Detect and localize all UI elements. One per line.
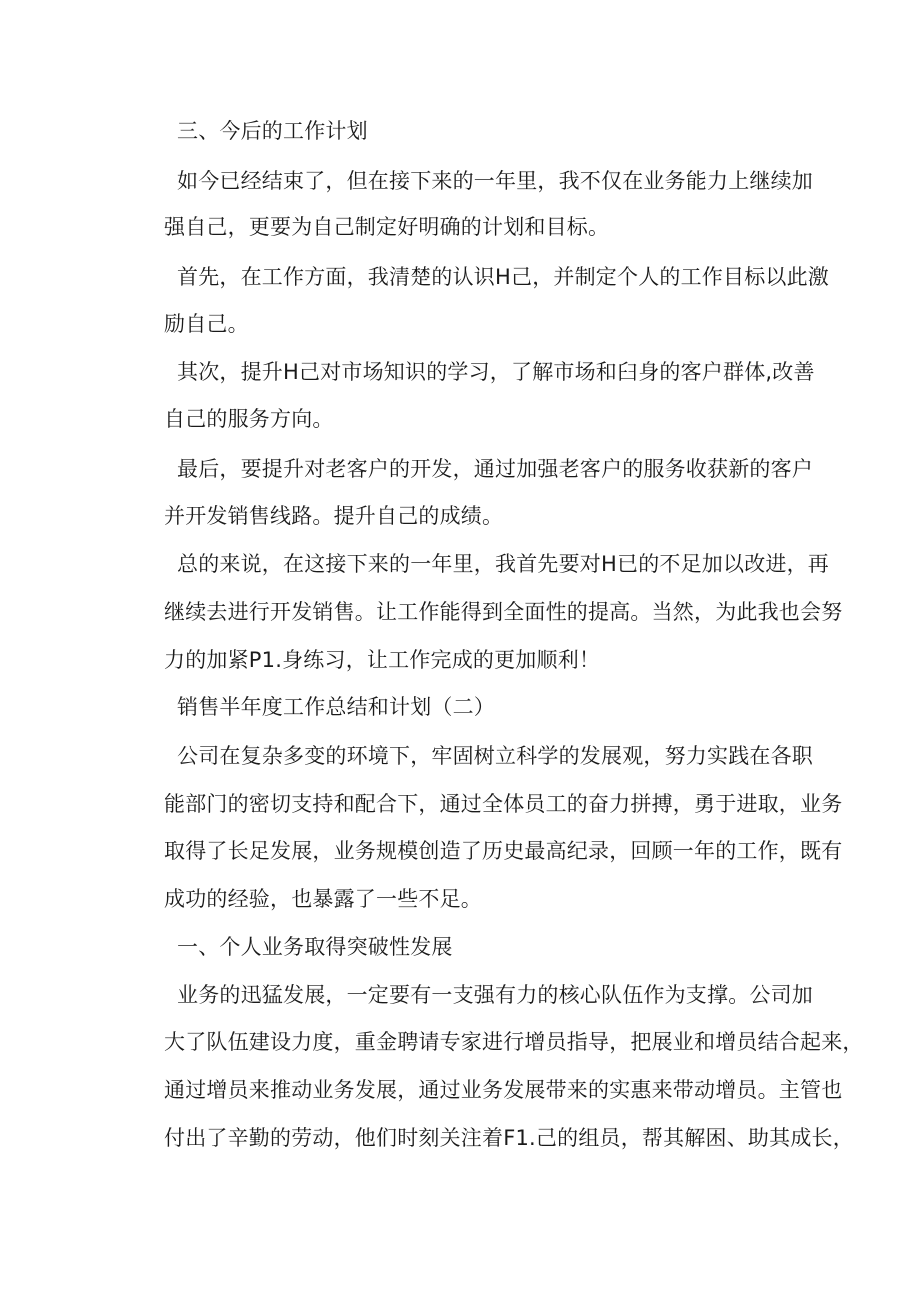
paragraph-line: 继续去进行开发销售。让工作能得到全面性的提高。当然，为此我也会努 bbox=[164, 600, 843, 624]
paragraph-line: 通过增员来推动业务发展，通过业务发展带来的实惠来带动增员。主管也 bbox=[164, 1078, 843, 1102]
paragraph-line: 公司在复杂多变的环境下，牢固树立科学的发展观，努力实践在各职 bbox=[177, 744, 813, 768]
paragraph-line: 大了队伍建设力度，重金聘请专家进行增员指导，把展业和增员结合起来， bbox=[164, 1030, 864, 1054]
paragraph-line: 能部门的密切支持和配合下，通过全体员工的奋力拼搏，勇于进取，业务 bbox=[164, 792, 843, 816]
paragraph-line: 自己的服务方向。 bbox=[164, 407, 334, 431]
paragraph-line: 取得了长足发展，业务规模创造了历史最高纪录，回顾一年的工作，既有 bbox=[164, 839, 843, 863]
paragraph-line: 总的来说，在这接下来的一年里，我首先要对H已的不足加以改进，再 bbox=[177, 552, 829, 576]
paragraph-line: 付出了辛勤的劳动，他们时刻关注着F1.己的组员，帮其解困、助其成长， bbox=[164, 1126, 854, 1150]
paragraph-line: 力的加紧P1.身练习，让工作完成的更加顺利！ bbox=[164, 648, 601, 672]
paragraph-line: 成功的经验，也暴露了一些不足。 bbox=[164, 887, 482, 911]
paragraph-line: 最后，要提升对老客户的开发，通过加强老客户的服务收获新的客户 bbox=[177, 457, 813, 481]
paragraph-line: 业务的迅猛发展，一定要有一支强有力的核心队伍作为支撑。公司加 bbox=[177, 983, 813, 1007]
paragraph-line: 励自己。 bbox=[164, 312, 249, 336]
paragraph-line: 并开发销售线路。提升自己的成绩。 bbox=[164, 504, 504, 528]
paragraph-line: 其次，提升H己对市场知识的学习，了解市场和臼身的客户群体,改善 bbox=[177, 360, 815, 384]
paragraph-line: 强自己，更要为自己制定好明确的计划和目标。 bbox=[164, 215, 610, 239]
section-heading-summary-2: 销售半年度工作总结和计划（二） bbox=[177, 695, 495, 719]
section-heading-plan: 三、今后的工作计划 bbox=[177, 119, 368, 143]
paragraph-line: 首先，在工作方面，我清楚的认识H己，并制定个人的工作目标以此激 bbox=[177, 265, 829, 289]
paragraph-line: 如今已经结束了，但在接下来的一年里，我不仅在业务能力上继续加 bbox=[177, 169, 813, 193]
section-heading-business: 一、个人业务取得突破性发展 bbox=[177, 935, 453, 959]
